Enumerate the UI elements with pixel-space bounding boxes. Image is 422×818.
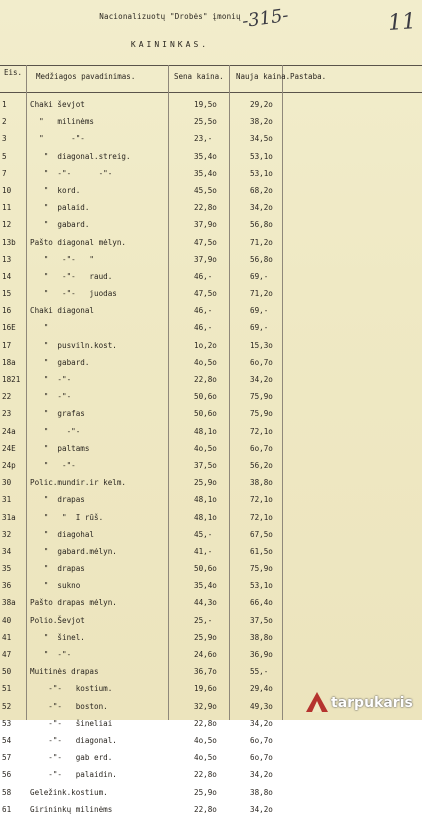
- fabric-name: " milinėms: [30, 117, 95, 127]
- new-price: 29,2o: [250, 100, 273, 109]
- new-price: 67,5o: [250, 529, 273, 539]
- old-price: 47,5o: [194, 289, 217, 299]
- old-price: 22,8o: [194, 770, 217, 780]
- fabric-name: Chaki ševjot: [30, 100, 85, 109]
- old-price: 35,4o: [194, 151, 217, 161]
- table-row: [0, 612, 422, 629]
- old-price: 4o,5o: [194, 753, 217, 763]
- document-subtitle: KAININKAS.: [130, 40, 210, 49]
- fabric-name: " gabard.: [30, 357, 90, 367]
- new-price: 72,1o: [250, 512, 273, 522]
- new-price: 68,2o: [250, 185, 273, 195]
- row-number: 41: [2, 632, 12, 642]
- table-row: [0, 285, 422, 302]
- new-price: 53,1o: [250, 581, 273, 591]
- new-price: 38,8o: [250, 787, 273, 797]
- row-number: 57: [2, 753, 12, 763]
- table-row: [0, 560, 422, 577]
- handwritten-corner-number: 11: [387, 9, 417, 36]
- new-price: 69,-: [250, 323, 269, 333]
- row-number: 50: [2, 667, 12, 677]
- table-row: [0, 148, 422, 165]
- table-row: [0, 801, 422, 818]
- new-price: 69,-: [250, 271, 269, 281]
- table-row: [0, 766, 422, 783]
- old-price: 37,9o: [194, 220, 217, 230]
- row-number: 7: [2, 168, 7, 178]
- old-price: 32,9o: [194, 701, 217, 711]
- column-header-name: Medžiagos pavadinimas.: [36, 72, 136, 81]
- old-price: 50,6o: [194, 564, 217, 574]
- new-price: 61,5o: [250, 546, 273, 556]
- row-number: 24E: [2, 443, 16, 453]
- table-row: [0, 268, 422, 285]
- row-number: 56: [2, 770, 12, 780]
- row-number: 34: [2, 546, 12, 556]
- new-price: 34,2o: [250, 770, 273, 780]
- old-price: 35,4o: [194, 581, 217, 591]
- fabric-name: " gabard.: [30, 220, 90, 230]
- fabric-name: " gabard.mėlyn.: [30, 546, 117, 556]
- old-price: 22,8o: [194, 804, 217, 814]
- new-price: 6o,7o: [250, 753, 273, 763]
- fabric-name: -"- kostium.: [30, 684, 113, 694]
- row-number: 24a: [2, 426, 16, 436]
- fabric-name: " -"-: [30, 134, 85, 144]
- table-row: [0, 182, 422, 199]
- new-price: 15,3o: [250, 340, 273, 350]
- new-price: 37,5o: [250, 615, 273, 625]
- new-price: 56,8o: [250, 254, 273, 264]
- watermark-brand: tarpukaris: [331, 695, 413, 711]
- old-price: 19,6o: [194, 684, 217, 694]
- table-row: [0, 509, 422, 526]
- table-row: [0, 543, 422, 560]
- new-price: 55,-: [250, 667, 269, 677]
- new-price: 53,1o: [250, 168, 273, 178]
- new-price: 53,1o: [250, 151, 273, 161]
- table-row: [0, 629, 422, 646]
- row-number: 1: [2, 100, 7, 109]
- row-number: 54: [2, 735, 12, 745]
- new-price: 75,9o: [250, 409, 273, 419]
- document-title: Nacionalizuotų "Drobės" įmonių: [99, 12, 241, 21]
- row-number: 24p: [2, 460, 16, 470]
- old-price: 50,6o: [194, 392, 217, 402]
- row-number: 47: [2, 650, 12, 659]
- fabric-name: " paltams: [30, 443, 90, 453]
- new-price: 69,-: [250, 306, 269, 316]
- new-price: 36,9o: [250, 650, 273, 659]
- table-row: [0, 165, 422, 182]
- old-price: 48,1o: [194, 495, 217, 505]
- old-price: 4o,5o: [194, 443, 217, 453]
- row-number: 30: [2, 478, 12, 488]
- column-header-note: Pastaba.: [290, 72, 327, 81]
- row-number: 14: [2, 271, 12, 281]
- table-row: [0, 371, 422, 388]
- table-row: [0, 130, 422, 147]
- fabric-name: Polio.Ševjot: [30, 615, 85, 625]
- row-number: 36: [2, 581, 12, 591]
- table-row: [0, 319, 422, 336]
- old-price: 41,-: [194, 546, 213, 556]
- fabric-name: " -"- raud.: [30, 271, 113, 281]
- fabric-name: " grafas: [30, 409, 85, 419]
- fabric-name: ": [30, 323, 49, 333]
- table-row: [0, 732, 422, 749]
- old-price: 22,8o: [194, 718, 217, 728]
- new-price: 56,2o: [250, 460, 273, 470]
- old-price: 47,5o: [194, 237, 217, 247]
- row-number: 51: [2, 684, 12, 694]
- table-row: [0, 577, 422, 594]
- fabric-name: " -"-: [30, 460, 76, 470]
- fabric-name: Chaki diagonal: [30, 306, 95, 316]
- row-number: 52: [2, 701, 12, 711]
- row-number: 3: [2, 134, 7, 144]
- table-top-rule: [0, 65, 422, 66]
- new-price: 34,2o: [250, 804, 273, 814]
- fabric-name: -"- diagonal.: [30, 735, 117, 745]
- fabric-name: " diagonal.streig.: [30, 151, 131, 161]
- fabric-name: " šinel.: [30, 632, 85, 642]
- fabric-name: " -"- ": [30, 254, 95, 264]
- table-row: [0, 491, 422, 508]
- fabric-name: " " I rūš.: [30, 512, 104, 522]
- fabric-name: -"- palaidin.: [30, 770, 117, 780]
- old-price: 23,-: [194, 134, 213, 144]
- new-price: 38,8o: [250, 478, 273, 488]
- row-number: 15: [2, 289, 12, 299]
- old-price: 22,8o: [194, 375, 217, 384]
- table-row: [0, 337, 422, 354]
- new-price: 6o,7o: [250, 443, 273, 453]
- table-row: [0, 663, 422, 680]
- table-row: [0, 388, 422, 405]
- fabric-name: " kord.: [30, 185, 81, 195]
- new-price: 34,5o: [250, 134, 273, 144]
- fabric-name: -"- gab erd.: [30, 753, 113, 763]
- fabric-name: " sukno: [30, 581, 81, 591]
- column-header-nr: Eis.: [4, 68, 23, 77]
- old-price: 25,-: [194, 615, 213, 625]
- row-number: 16E: [2, 323, 16, 333]
- table-row: [0, 594, 422, 611]
- fabric-name: " -"- juodas: [30, 289, 117, 299]
- row-number: 23: [2, 409, 12, 419]
- old-price: 46,-: [194, 306, 213, 316]
- row-number: 10: [2, 185, 12, 195]
- old-price: 45,-: [194, 529, 213, 539]
- table-row: [0, 715, 422, 732]
- row-number: 35: [2, 564, 12, 574]
- fabric-name: Geležink.kostium.: [30, 787, 108, 797]
- row-number: 31a: [2, 512, 16, 522]
- fabric-name: " drapas: [30, 564, 85, 574]
- table-row: [0, 784, 422, 801]
- new-price: 38,8o: [250, 632, 273, 642]
- row-number: 18a: [2, 357, 16, 367]
- table-row: [0, 354, 422, 371]
- old-price: 48,1o: [194, 512, 217, 522]
- old-price: 50,6o: [194, 409, 217, 419]
- old-price: 25,5o: [194, 117, 217, 127]
- new-price: 38,2o: [250, 117, 273, 127]
- new-price: 75,9o: [250, 564, 273, 574]
- table-row: [0, 96, 422, 113]
- new-price: 34,2o: [250, 718, 273, 728]
- old-price: 24,6o: [194, 650, 217, 659]
- fabric-name: Pašto drapas mėlyn.: [30, 598, 117, 608]
- row-number: 58: [2, 787, 12, 797]
- old-price: 4o,5o: [194, 735, 217, 745]
- old-price: 25,9o: [194, 478, 217, 488]
- fabric-name: -"- šineliai: [30, 718, 113, 728]
- column-header-new-price: Nauja kaina.: [236, 72, 291, 81]
- row-number: 16: [2, 306, 12, 316]
- table-row: [0, 457, 422, 474]
- table-row: [0, 423, 422, 440]
- old-price: 46,-: [194, 323, 213, 333]
- row-number: 13: [2, 254, 12, 264]
- old-price: 25,9o: [194, 787, 217, 797]
- fabric-name: " -"-: [30, 426, 81, 436]
- fabric-name: " -"-: [30, 650, 72, 659]
- old-price: 19,5o: [194, 100, 217, 109]
- table-row: [0, 113, 422, 130]
- row-number: 61: [2, 804, 12, 814]
- table-row: [0, 302, 422, 319]
- row-number: 40: [2, 615, 12, 625]
- new-price: 34,2o: [250, 203, 273, 213]
- new-price: 72,1o: [250, 495, 273, 505]
- old-price: 25,9o: [194, 632, 217, 642]
- table-row: [0, 234, 422, 251]
- fabric-name: Girininkų milinėms: [30, 804, 113, 814]
- fabric-name: " -"-: [30, 375, 72, 384]
- row-number: 53: [2, 718, 12, 728]
- old-price: 4o,5o: [194, 357, 217, 367]
- fabric-name: " -"-: [30, 392, 72, 402]
- fabric-name: " palaid.: [30, 203, 90, 213]
- fabric-name: Muitinės drapas: [30, 667, 99, 677]
- table-row: [0, 526, 422, 543]
- row-number: 12: [2, 220, 12, 230]
- new-price: 66,4o: [250, 598, 273, 608]
- fabric-name: Pašto diagonal mėlyn.: [30, 237, 127, 247]
- new-price: 71,2o: [250, 237, 273, 247]
- new-price: 34,2o: [250, 375, 273, 384]
- fabric-name: " pusviln.kost.: [30, 340, 117, 350]
- table-row: [0, 440, 422, 457]
- row-number: 31: [2, 495, 12, 505]
- old-price: 44,3o: [194, 598, 217, 608]
- row-number: 17: [2, 340, 12, 350]
- old-price: 45,5o: [194, 185, 217, 195]
- fabric-name: " drapas: [30, 495, 85, 505]
- table-row: [0, 646, 422, 663]
- old-price: 35,4o: [194, 168, 217, 178]
- old-price: 36,7o: [194, 667, 217, 677]
- table-row: [0, 749, 422, 766]
- new-price: 6o,7o: [250, 735, 273, 745]
- new-price: 71,2o: [250, 289, 273, 299]
- new-price: 49,3o: [250, 701, 273, 711]
- table-row: [0, 216, 422, 233]
- new-price: 29,4o: [250, 684, 273, 694]
- old-price: 37,9o: [194, 254, 217, 264]
- row-number: 38a: [2, 598, 16, 608]
- row-number: 5: [2, 151, 7, 161]
- old-price: 1o,2o: [194, 340, 217, 350]
- table-header-rule: [0, 92, 422, 93]
- row-number: 22: [2, 392, 12, 402]
- table-row: [0, 405, 422, 422]
- handwritten-page-number: -315-: [240, 4, 290, 33]
- fabric-name: " -"- -"-: [30, 168, 113, 178]
- row-number: 11: [2, 203, 12, 213]
- row-number: 32: [2, 529, 12, 539]
- table-row: [0, 251, 422, 268]
- new-price: 72,1o: [250, 426, 273, 436]
- row-number: 1821: [2, 375, 21, 384]
- fabric-name: -"- boston.: [30, 701, 108, 711]
- row-number: 13b: [2, 237, 16, 247]
- fabric-name: " diagohal: [30, 529, 95, 539]
- old-price: 22,8o: [194, 203, 217, 213]
- column-header-old-price: Sena kaina.: [174, 72, 224, 81]
- new-price: 75,9o: [250, 392, 273, 402]
- old-price: 46,-: [194, 271, 213, 281]
- new-price: 56,8o: [250, 220, 273, 230]
- row-number: 2: [2, 117, 7, 127]
- table-row: [0, 199, 422, 216]
- fabric-name: Polic.mundir.ir kelm.: [30, 478, 127, 488]
- new-price: 6o,7o: [250, 357, 273, 367]
- table-row: [0, 474, 422, 491]
- old-price: 48,1o: [194, 426, 217, 436]
- old-price: 37,5o: [194, 460, 217, 470]
- watermark-logo: [306, 690, 416, 716]
